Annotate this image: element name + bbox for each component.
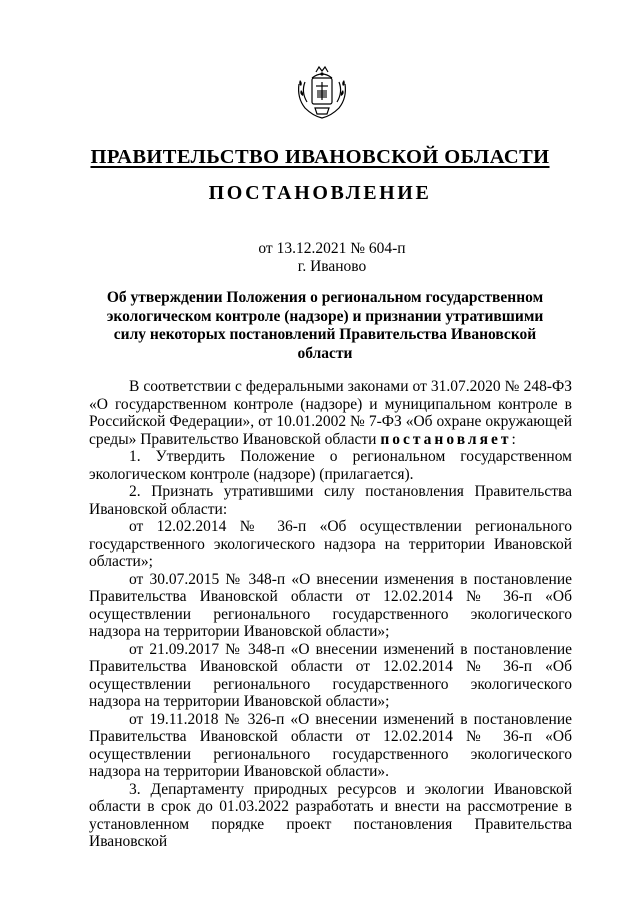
- government-name: ПРАВИТЕЛЬСТВО ИВАНОВСКОЙ ОБЛАСТИ: [90, 146, 550, 168]
- coat-of-arms-icon: [295, 64, 349, 122]
- repealed-item-1: от 12.02.2014 № 36-п «Об осуществлении регионального государственного экологического надзора на территории Ивановской области»;: [89, 518, 572, 570]
- intro-paragraph: В соответствии с федеральными законами от 31.07.2020 № 248-ФЗ «О государственном контроле (надзоре) и муниципальном контроле в Российской Федерации», от 10.01.2002 № 7-ФЗ «Об охране окружающей среды» Правительство Ивановской области постановляет:: [89, 378, 572, 448]
- decree-word: постановляет: [380, 430, 512, 448]
- paragraph-2: 2. Признать утратившими силу постановления Правительства Ивановской области:: [89, 483, 572, 518]
- document-subject: Об утверждении Положения о региональном государственном экологическом контроле (надзоре) и признании утратившими силу некоторых постановлений Правительства Ивановской области: [106, 289, 544, 362]
- document-type: ПОСТАНОВЛЕНИЕ: [208, 182, 432, 204]
- paragraph-1: 1. Утвердить Положение о региональном государственном экологическом контроле (надзоре) (прилагается).: [89, 448, 572, 483]
- repealed-item-4: от 19.11.2018 № 326-п «О внесении изменений в постановление Правительства Ивановской области от 12.02.2014 № 36-п «Об осуществлении регионального государственного экологического надзора на территории Ивановской области».: [89, 710, 572, 780]
- document-city: г. Иваново: [297, 258, 367, 275]
- document-body: [89, 378, 572, 851]
- document-date-number: от 13.12.2021 № 604-п: [258, 240, 406, 257]
- repealed-item-2: от 30.07.2015 № 348-п «О внесении изменения в постановление Правительства Ивановской области от 12.02.2014 № 36-п «Об осуществлении регионального государственного экологического надзора на территории Ивановской области»;: [89, 570, 572, 640]
- paragraph-3: 3. Департаменту природных ресурсов и экологии Ивановской области в срок до 01.03.2022 разработать и внести на рассмотрение в установленном порядке проект постановления Правительства Ивановской: [89, 780, 572, 850]
- repealed-item-3: от 21.09.2017 № 348-п «О внесении изменений в постановление Правительства Ивановской области от 12.02.2014 № 36-п «Об осуществлении регионального государственного экологического надзора на территории Ивановской области»;: [89, 640, 572, 710]
